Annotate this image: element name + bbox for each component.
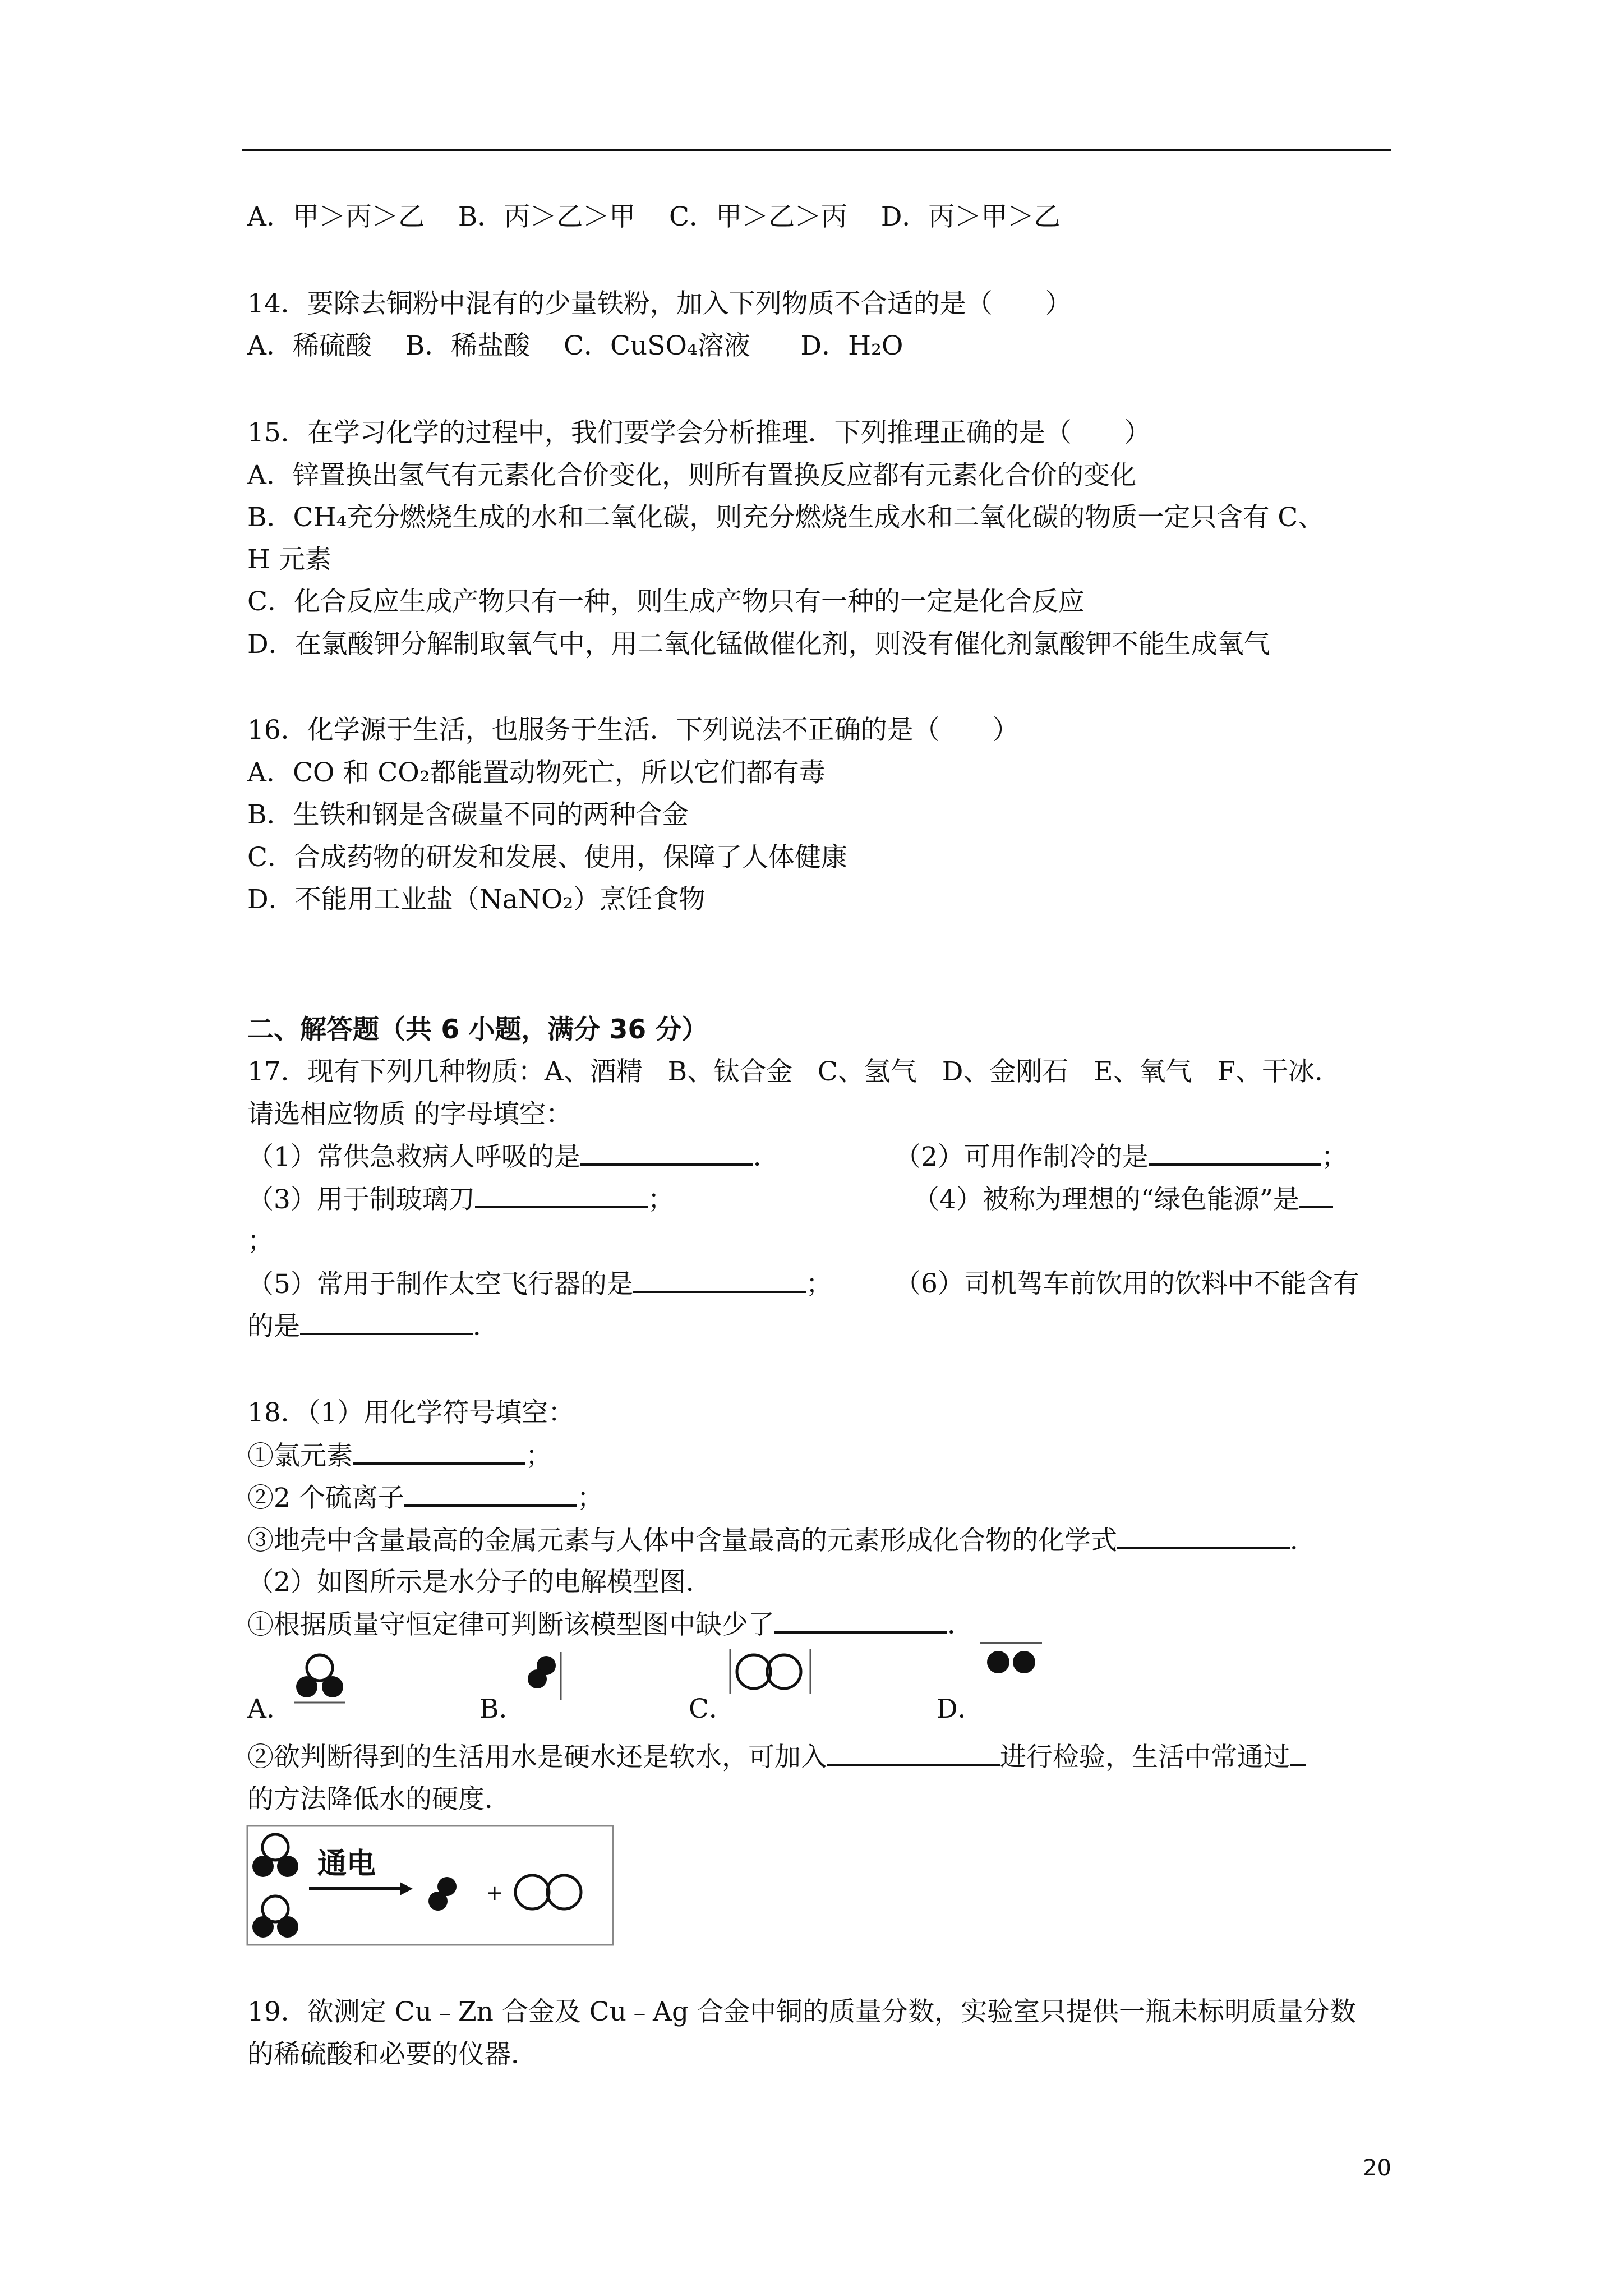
- q15-option-b: B．CH₄充分燃烧生成的水和二氧化碳，则充分燃烧生成水和二氧化碳的物质一定只含有 C、: [247, 502, 1325, 533]
- q14-options: A．稀硫酸 B．稀盐酸 C．CuSO₄溶液 D．H₂O: [247, 330, 903, 361]
- q18-part-2-q2: ②欲判断得到的生活用水是硬水还是软水，可加入 进行检验，生活中常通过: [247, 1739, 1306, 1775]
- fig-plus-sign: +: [486, 1880, 504, 1905]
- q16-option-b: B．生铁和钢是含碳量不同的两种合金: [247, 799, 689, 830]
- page-number: 20: [1363, 2155, 1391, 2181]
- q16-option-a: A．CO 和 CO₂都能置动物死亡，所以它们都有毒: [247, 757, 826, 788]
- q17-part-6-cont: 的是 ．: [247, 1308, 499, 1345]
- q15-option-c: C．化合反应生成产物只有一种，则生成产物只有一种的一定是化合反应: [247, 586, 1085, 617]
- q17-instruction: 请选相应物质 的字母填空：: [247, 1099, 572, 1130]
- q16-stem: 16．化学源于生活，也服务于生活．下列说法不正确的是（ ）: [247, 715, 1019, 746]
- q18-sub-1: ①氯元素 ；: [247, 1438, 552, 1474]
- option-b-label: B．: [479, 1694, 525, 1724]
- fig-label-electrolysis: 通电: [317, 1847, 376, 1881]
- section-2-title: 二、解答题（共 6 小题，满分 36 分）: [247, 1014, 708, 1045]
- option-c-molecule-image: [729, 1649, 813, 1697]
- q17-part-2: （2）可用作制冷的是 ；: [895, 1139, 1348, 1175]
- answer-blank[interactable]: [404, 1480, 577, 1507]
- option-b-molecule-image: [522, 1652, 564, 1703]
- q16-option-c: C．合成药物的研发和发展、使用，保障了人体健康: [247, 842, 847, 873]
- q18-part-2-q1: ①根据质量守恒定律可判断该模型图中缺少了 ．: [247, 1607, 974, 1643]
- answer-blank[interactable]: [1290, 1739, 1306, 1766]
- answer-blank[interactable]: [580, 1139, 753, 1166]
- option-d-label: D．: [937, 1694, 984, 1724]
- q17-part-4-end: ；: [247, 1226, 274, 1257]
- answer-blank[interactable]: [827, 1739, 1000, 1766]
- option-c-label: C．: [689, 1694, 735, 1724]
- q17-part-1: （1）常供急救病人呼吸的是 ．: [247, 1139, 780, 1175]
- q17-stem: 17．现有下列几种物质：A、酒精 B、钛合金 C、氢气 D、金刚石 E、氧气 F、干冰．: [247, 1056, 1341, 1087]
- q18-sub-3: ③地壳中含量最高的金属元素与人体中含量最高的元素形成化合物的化学式 ．: [247, 1522, 1316, 1559]
- q15-option-b-cont: H 元素: [247, 544, 331, 575]
- q17-part-3: （3）用于制玻璃刀 ；: [247, 1181, 674, 1218]
- q19-line-1: 19．欲测定 Cu﹣Zn 合金及 Cu﹣Ag 合金中铜的质量分数，实验室只提供一瓶未标明质量分数: [247, 1996, 1356, 2027]
- q15-stem: 15．在学习化学的过程中，我们要学会分析推理．下列推理正确的是（ ）: [247, 417, 1151, 448]
- header-rule: [242, 149, 1391, 151]
- q13-options: A．甲＞丙＞乙 B．丙＞乙＞甲 C．甲＞乙＞丙 D．丙＞甲＞乙: [247, 201, 1061, 232]
- option-a-molecule-image: [294, 1652, 345, 1705]
- q15-option-a: A．锌置换出氢气有元素化合价变化，则所有置换反应都有元素化合价的变化: [247, 460, 1136, 491]
- answer-blank[interactable]: [1117, 1522, 1290, 1549]
- electrolysis-diagram: [247, 1826, 615, 1947]
- q17-part-5: （5）常用于制作太空飞行器的是 ；: [247, 1266, 832, 1303]
- q14-stem: 14．要除去铜粉中混有的少量铁粉，加入下列物质不合适的是（ ）: [247, 288, 1072, 319]
- answer-blank[interactable]: [774, 1607, 947, 1634]
- q18-sub-2: ②2 个硫离子 ；: [247, 1480, 603, 1516]
- answer-blank[interactable]: [353, 1438, 525, 1465]
- q18-head: 18．（1）用化学符号填空：: [247, 1397, 575, 1428]
- q15-option-d: D．在氯酸钾分解制取氧气中，用二氧化锰做催化剂，则没有催化剂氯酸钾不能生成氧气: [247, 629, 1270, 660]
- q16-option-d: D．不能用工业盐（NaNO₂）烹饪食物: [247, 884, 706, 915]
- answer-blank[interactable]: [633, 1266, 806, 1293]
- q19-line-2: 的稀硫酸和必要的仪器．: [247, 2039, 537, 2070]
- answer-blank[interactable]: [1299, 1181, 1333, 1208]
- q17-part-4: （4）被称为理想的“绿色能源”是: [913, 1181, 1333, 1218]
- answer-blank[interactable]: [1149, 1139, 1321, 1166]
- option-d-molecule-image: [980, 1641, 1042, 1677]
- answer-blank[interactable]: [300, 1308, 473, 1335]
- q18-part-2: （2）如图所示是水分子的电解模型图．: [247, 1567, 712, 1598]
- option-a-label: A．: [247, 1694, 293, 1724]
- answer-blank[interactable]: [475, 1181, 648, 1208]
- q18-part-2-q2-cont: 的方法降低水的硬度．: [247, 1784, 511, 1815]
- q17-part-6: （6）司机驾车前饮用的饮料中不能含有: [895, 1268, 1359, 1299]
